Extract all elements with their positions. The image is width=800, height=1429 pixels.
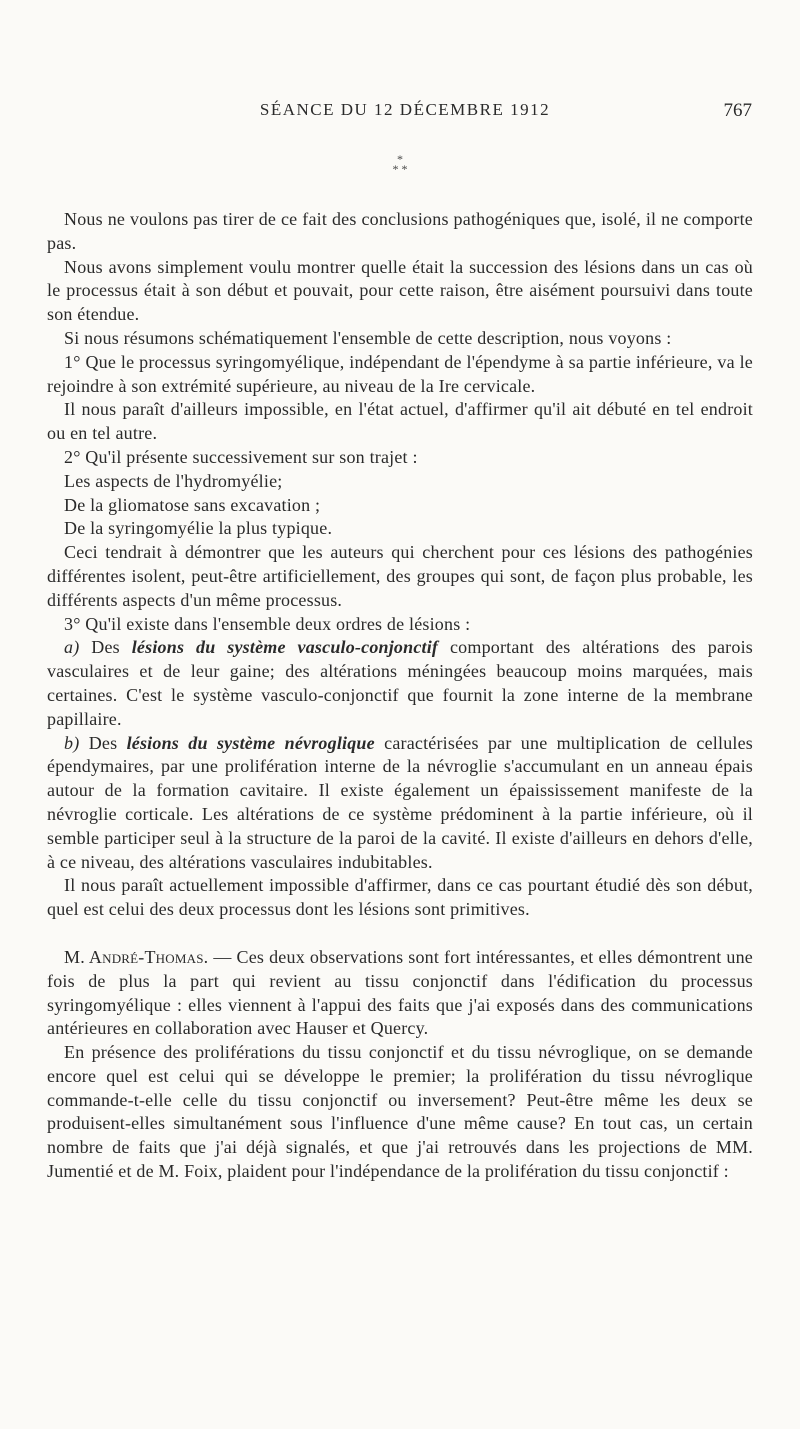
list-marker: b) — [64, 732, 80, 753]
asterism-ornament — [0, 154, 800, 174]
asterism-bottom: * * — [392, 162, 408, 176]
paragraph: Si nous résumons schématiquement l'ensemble de cette description, nous voyons : — [64, 327, 672, 348]
paragraph-rest: caractérisées par une multiplication de cellules épendymaires, par une prolifération interne de la névroglie s'accumulant en un anneau épais autour de la formation cavitaire. Il existe également un épaississement manifeste de la névroglie corticale. Les altérations de ce système prédominent à la partie inférieure, où il semble participer seul à la structure de la paroi de la cavité. Il existe d'ailleurs en dehors d'elle, à ce niveau, des altérations vasculaires indubitables. — [47, 732, 754, 872]
paragraph-item-a — [47, 636, 753, 731]
asterism-top: * — [397, 152, 403, 166]
speaker-name: M. André-Thomas. — [64, 946, 209, 967]
paragraph: Nous ne voulons pas tirer de ce fait des conclusions pathogéniques que, isolé, il ne comporte pas. — [47, 209, 753, 253]
emphasized-term: lésions du système vasculo-conjonctif — [131, 637, 439, 658]
paragraph: Les aspects de l'hydromyélie; — [64, 470, 283, 491]
paragraph: Nous avons simplement voulu montrer quelle était la succession des lésions dans un cas où le processus était à son début et pouvait, pour cette raison, être aisément poursuivi dans toute son étendue. — [47, 256, 753, 325]
page-number: 767 — [723, 100, 752, 121]
paragraph-item-b — [47, 732, 753, 875]
paragraph-andre-thomas — [47, 946, 753, 1041]
paragraph: Ceci tendrait à démontrer que les auteurs qui cherchent pour ces lésions des pathogénies différentes isolent, peut-être artificiellement, des groupes qui sont, de façon plus probable, les différents aspects d'un même processus. — [47, 542, 753, 610]
paragraph: Il nous paraît d'ailleurs impossible, en l'état actuel, d'affirmer qu'il ait débuté en tel endroit ou en tel autre. — [47, 399, 753, 444]
paragraph: 1° Que le processus syringomyélique, indépendant de l'épendyme à sa partie inférieure, va le rejoindre à son extrémité supérieure, au niveau de la Ire cervicale. — [47, 351, 753, 396]
paragraph: De la gliomatose sans excavation ; — [64, 494, 321, 515]
paragraph-lead: Des — [79, 637, 132, 658]
paragraph: 3° Qu'il existe dans l'ensemble deux ordres de lésions : — [64, 613, 471, 634]
paragraph: Il nous paraît actuellement impossible d'affirmer, dans ce cas pourtant étudié dès son début, quel est celui des deux processus dont les lésions sont primitives. — [47, 875, 753, 920]
paragraph: 2° Qu'il présente successivement sur son trajet : — [64, 446, 418, 467]
list-marker: a) — [64, 637, 80, 658]
paragraph-rest: — Ces deux observations sont fort intéressantes, et elles démontrent une fois de plus la part qui revient au tissu conjonctif dans l'édification du processus syringomyélique : elles viennent à l'appui des faits que j'ai exposés dans des communications antérieures en collaboration avec Hauser et Quercy. — [47, 946, 754, 1039]
paragraph-lead: Des — [79, 732, 127, 753]
page-header — [60, 100, 750, 126]
body-text — [47, 208, 753, 1184]
emphasized-term: lésions du système névroglique — [126, 732, 375, 753]
paragraph-rest: comportant des altérations des parois vasculaires et de leur gaine; des altérations méningées beaucoup moins marquées, mais certaines. C'est le système vasculo-conjonctif que fournit la zone interne de la membrane papillaire. — [47, 637, 753, 729]
running-title: SÉANCE DU 12 DÉCEMBRE 1912 — [259, 100, 551, 119]
paragraph: De la syringomyélie la plus typique. — [64, 518, 333, 539]
paragraph: En présence des proliférations du tissu conjonctif et du tissu névroglique, on se demande encore quel est celui qui se développe le premier; la prolifération du tissu névroglique commande-t-elle celle du tissu conjonctif ou inversement? Peut-être même les deux se produisent-elles simultanément sous l'influence d'une même cause? En tout cas, un certain nombre de faits que j'ai déjà signalés, et que j'ai retrouvés dans les projections de MM. Jumentié et de M. Foix, plaident pour l'indépendance de la prolifération du tissu conjonctif : — [47, 1042, 753, 1182]
